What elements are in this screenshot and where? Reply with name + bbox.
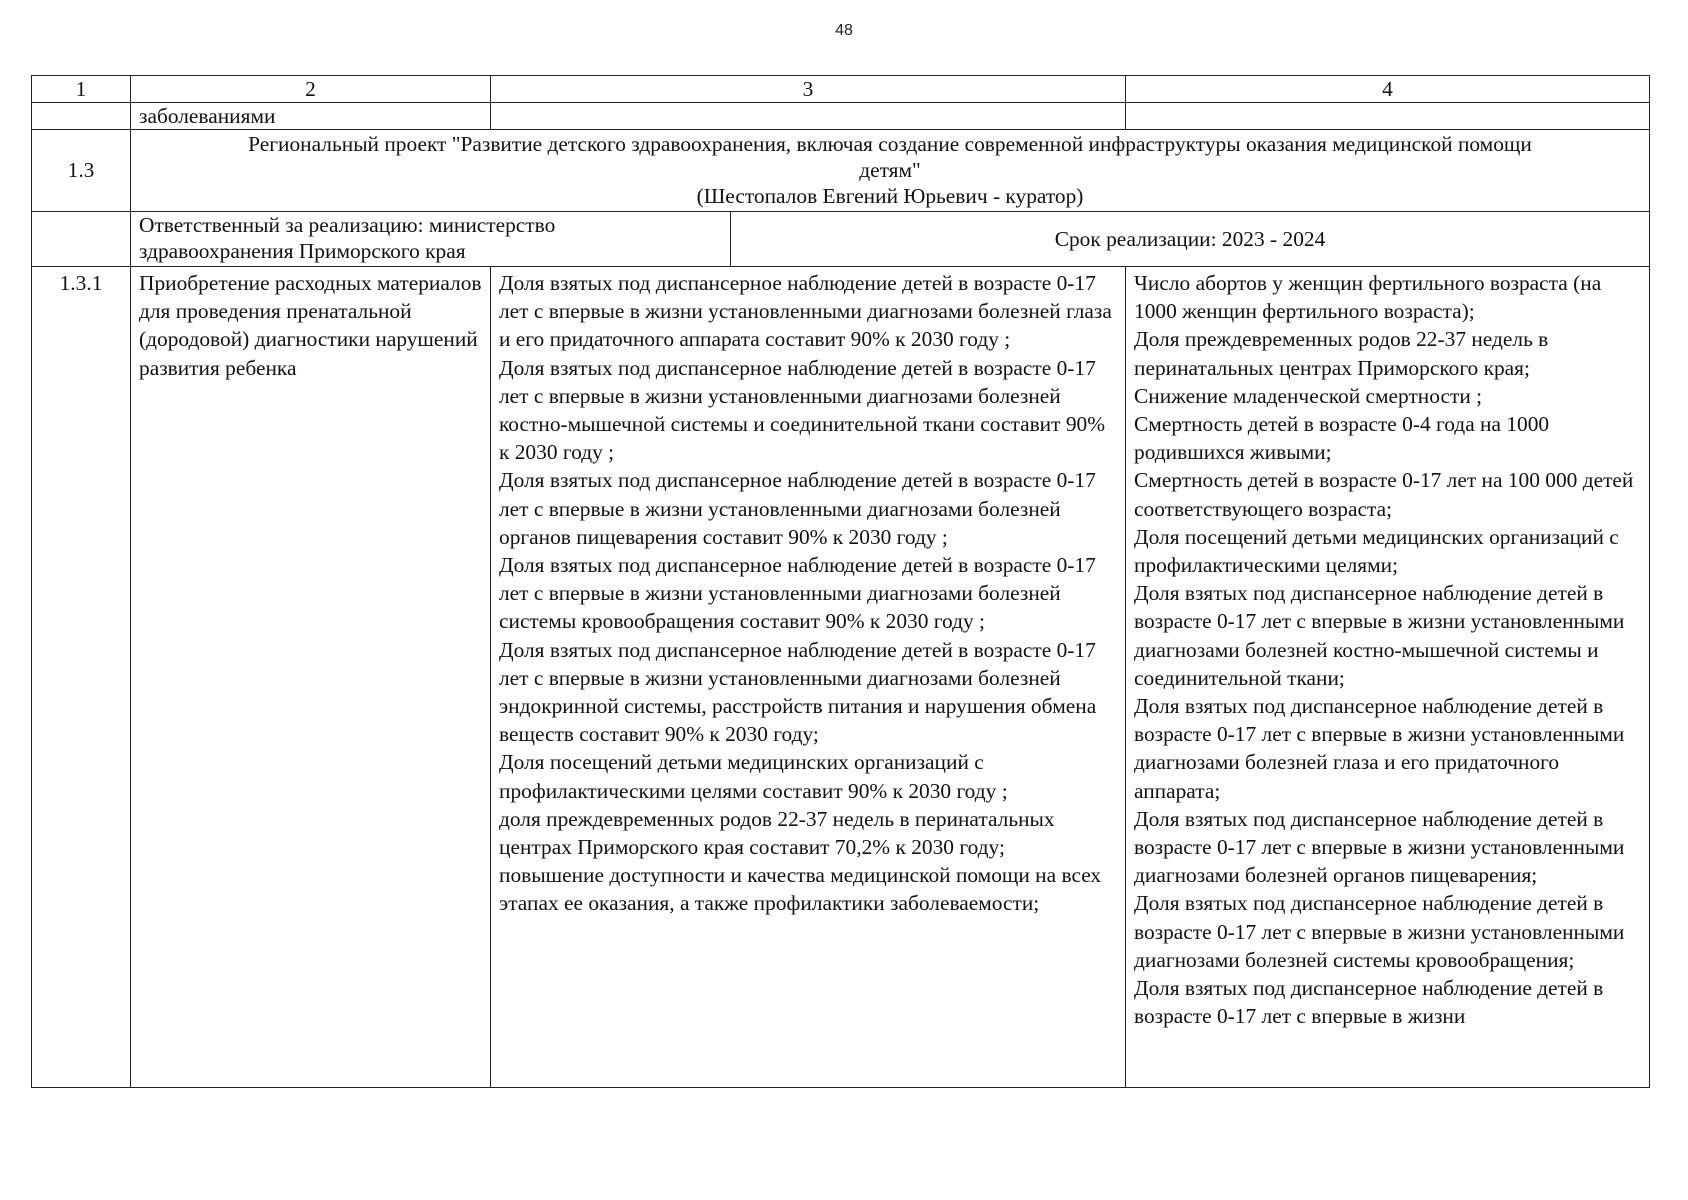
continuation-number-cell (32, 103, 131, 130)
indicator-entry: Доля взятых под диспансерное наблюдение детей в возрасте 0-17 лет с впервые в жизни установленными диагнозами болезней глаза и его придаточного аппарата; (1134, 694, 1625, 803)
header-col-4: 4 (1126, 76, 1650, 103)
indicator-entry: Смертность детей в возрасте 0-4 года на 1000 родившихся живыми; (1134, 412, 1550, 465)
responsible-line: здравоохранения Приморского края (139, 239, 466, 263)
project-title-line: детям" (859, 158, 921, 182)
item-number: 1.3.1 (32, 267, 131, 1088)
item-results (491, 267, 1126, 1088)
table-header-row (32, 76, 1650, 103)
project-curator-line: (Шестопалов Евгений Юрьевич - куратор) (696, 184, 1084, 208)
result-entry: Доля взятых под диспансерное наблюдение детей в возрасте 0-17 лет с впервые в жизни установленными диагнозами болезней органов пищеварения составит 90% к 2030 году ; (499, 468, 1096, 549)
indicator-entry: Число абортов у женщин фертильного возраста (на 1000 женщин фертильного возраста); (1134, 271, 1602, 324)
header-col-3: 3 (491, 76, 1126, 103)
result-entry: Доля взятых под диспансерное наблюдение детей в возрасте 0-17 лет с впервые в жизни установленными диагнозами болезней эндокринной системы, расстройств питания и нарушения обмена веществ составит 90% к 2030 году; (499, 637, 1097, 747)
project-title-line: Региональный проект "Развитие детского здравоохранения, включая создание современной инфраструктуры оказания медицинской помощи (248, 132, 1532, 156)
responsible-number-cell (32, 212, 131, 267)
result-entry: повышение доступности и качества медицинской помощи на всех этапах ее оказания, а также профилактики заболеваемости; (499, 863, 1102, 916)
result-entry: Доля взятых под диспансерное наблюдение детей в возрасте 0-17 лет с впервые в жизни установленными диагнозами болезней системы кровообращения составит 90% к 2030 году ; (499, 553, 1096, 634)
indicator-entry: Доля преждевременных родов 22-37 недель в перинатальных центрах Приморского края; (1134, 327, 1549, 380)
continuation-row (32, 103, 1650, 130)
continuation-indicators-cell (1126, 103, 1650, 130)
project-row (32, 130, 1650, 212)
result-entry: Доля взятых под диспансерное наблюдение детей в возрасте 0-17 лет с впервые в жизни установленными диагнозами болезней костно-мышечной системы и соединительной ткани составит 90% к 2030 году ; (499, 355, 1106, 465)
page-number: 48 (835, 22, 853, 39)
responsible-executor (131, 212, 731, 267)
item-row (32, 267, 1650, 1088)
result-entry: Доля посещений детьми медицинских организаций с профилактическими целями составит 90% к 2030 году ; (499, 750, 1008, 803)
continuation-name-cell: заболеваниями (131, 103, 491, 130)
implementation-deadline: Срок реализации: 2023 - 2024 (731, 212, 1650, 267)
header-col-2: 2 (131, 76, 491, 103)
plan-table (31, 75, 1650, 1088)
indicator-entry: Доля взятых под диспансерное наблюдение детей в возрасте 0-17 лет с впервые в жизни (1134, 976, 1604, 1029)
item-name: Приобретение расходных материалов для проведения пренатальной (дородовой) диагностики нарушений развития ребенка (131, 267, 491, 1088)
responsible-line: Ответственный за реализацию: министерство (139, 213, 556, 237)
indicator-entry: Доля взятых под диспансерное наблюдение детей в возрасте 0-17 лет с впервые в жизни установленными диагнозами болезней костно-мышечной системы и соединительной ткани; (1134, 581, 1625, 690)
result-entry: Доля взятых под диспансерное наблюдение детей в возрасте 0-17 лет с впервые в жизни установленными диагнозами болезней глаза и его придаточного аппарата составит 90% к 2030 году ; (499, 271, 1112, 352)
continuation-results-cell (491, 103, 1126, 130)
indicator-entry: Снижение младенческой смертности ; (1134, 383, 1483, 408)
project-title (131, 130, 1650, 212)
result-entry: доля преждевременных родов 22-37 недель в перинатальных центрах Приморского края составит 70,2% к 2030 году; (499, 806, 1055, 860)
indicator-entry: Доля взятых под диспансерное наблюдение детей в возрасте 0-17 лет с впервые в жизни установленными диагнозами болезней органов пищеварения; (1134, 806, 1625, 888)
indicator-entry: Доля посещений детьми медицинских организаций с профилактическими целями; (1134, 524, 1619, 578)
indicator-entry: Доля взятых под диспансерное наблюдение детей в возрасте 0-17 лет с впервые в жизни установленными диагнозами болезней системы кровообращения; (1134, 891, 1625, 972)
header-col-1: 1 (32, 76, 131, 103)
indicator-entry: Смертность детей в возрасте 0-17 лет на 100 000 детей соответствующего возраста; (1134, 468, 1634, 521)
item-indicators (1126, 267, 1650, 1088)
project-number: 1.3 (32, 130, 131, 212)
responsible-row (32, 212, 1650, 267)
